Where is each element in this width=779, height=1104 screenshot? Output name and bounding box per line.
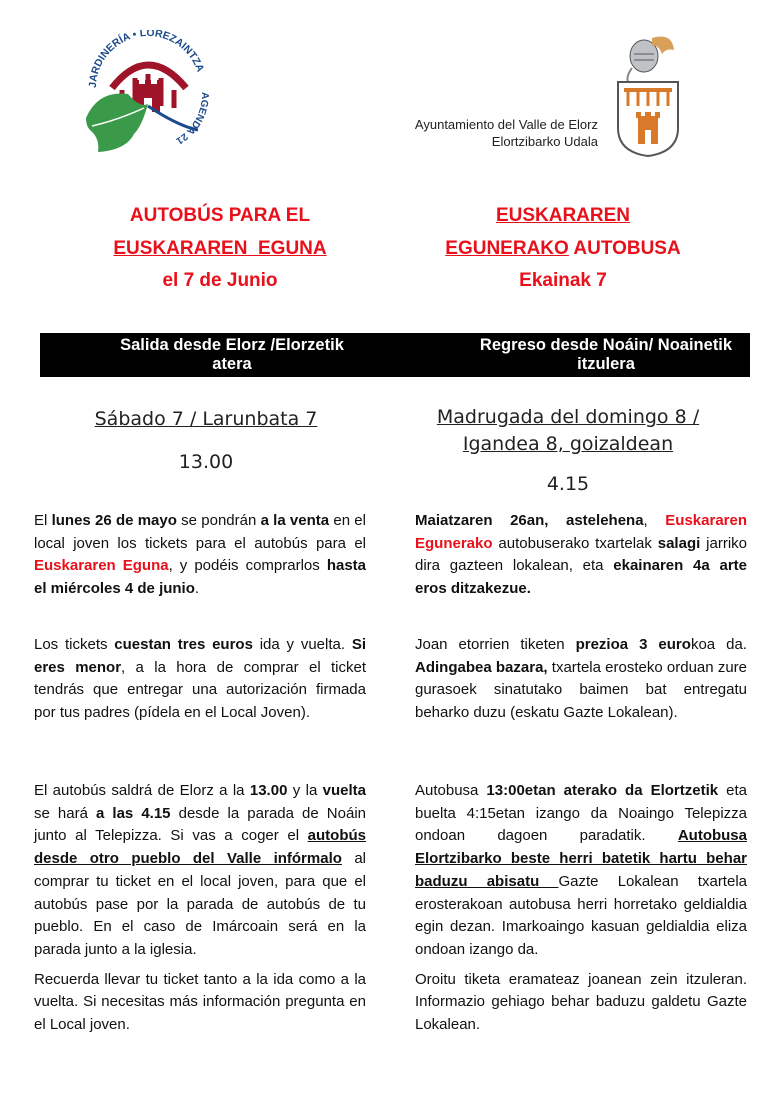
departure-schedule	[40, 406, 372, 475]
spanish-text-1	[34, 510, 366, 601]
text-run: koa da.	[690, 636, 747, 653]
text-run: .	[194, 580, 200, 598]
text-run: 13.00	[249, 782, 288, 799]
text-run: se hará	[34, 804, 96, 822]
text-run: , y podéis comprarlos	[168, 557, 327, 575]
basque-text-1	[415, 510, 747, 601]
logo-arc-text: JARDINERÍA • LOREZAINTZA	[86, 30, 207, 89]
title-spanish	[50, 200, 390, 298]
spanish-text-2	[34, 634, 366, 725]
eu-paragraph-sale	[415, 510, 747, 601]
departure-day: Sábado 7 / Larunbata 7	[94, 408, 318, 430]
text-run: Joan etorrien tiketen	[415, 636, 576, 653]
text-run: eta buelta 4:15etan izango da Noaingo Telepizza ondoan dagoen paradatik.	[415, 782, 747, 845]
return-schedule	[402, 404, 734, 498]
text-run: , a la hora de comprar el ticket tendrás que entregar una autorización firmada por tus padres (pídela en el Local Joven).	[34, 658, 366, 722]
text-run: autobús desde otro pueblo del Valle infórmalo	[34, 827, 366, 868]
es-paragraph-price	[34, 634, 366, 725]
text-run: ida y vuelta.	[252, 636, 352, 653]
banner-return-line2: itzulera	[577, 355, 635, 373]
coat-of-arms-logo	[612, 32, 684, 160]
text-run: Gazte Lokalean txartela erosterakoan autobusa herri horretako geldialdia egin dezan. Imarkoaingo kasuan geldialdia eliza ondoan izango da.	[415, 872, 747, 958]
text-run: y la	[287, 782, 323, 799]
banner-departure-line2: atera	[212, 355, 252, 373]
text-run: hasta el miércoles 4 de junio	[34, 557, 366, 598]
es-paragraph-route	[34, 780, 366, 962]
text-run: ,	[643, 512, 666, 529]
text-run: cuestan tres euros	[114, 636, 253, 653]
svg-text:AGENDA 21	[174, 92, 211, 146]
text-run: Euskararen Egunerako	[415, 512, 747, 552]
text-run: jarriko dira gazteen lokalean, eta	[415, 534, 747, 575]
basque-text-3	[415, 780, 747, 1037]
title-eu-line1: EUSKARAREN	[495, 205, 631, 226]
banner-return-line1: Regreso desde Noáin/ Noainetik	[479, 336, 733, 354]
eu-paragraph-price	[415, 634, 747, 725]
text-run: ekainaren 4a arte eros ditzakezue.	[415, 557, 747, 598]
es-paragraph-reminder: Recuerda llevar tu ticket tanto a la ida como a la vuelta. Si necesitas más información pregunta en el Local joven.	[34, 970, 366, 1034]
text-run: Si eres menor	[34, 636, 366, 676]
text-run: Maiatzaren 26an, astelehena	[415, 512, 644, 529]
es-paragraph-sale	[34, 510, 366, 601]
schedule-banner	[40, 333, 750, 377]
text-run: a las 4.15	[96, 804, 171, 822]
text-run: a la venta	[260, 512, 330, 529]
text-run: desde la parada de Noáin junto al Telepizza. Si vas a coger el	[34, 804, 366, 845]
text-run: prezioa 3 euro	[575, 636, 691, 653]
text-run: en el local joven los tickets para el autobús para el	[34, 512, 366, 552]
text-run: vuelta	[322, 782, 366, 799]
return-day-line1: Madrugada del domingo 8 /	[436, 406, 700, 428]
return-time: 4.15	[546, 473, 590, 495]
title-eu-line2a: EGUNERAKO	[445, 237, 569, 259]
title-eu-line3: Ekainak 7	[519, 270, 607, 291]
jardineria-logo	[78, 30, 218, 160]
departure-time: 13.00	[178, 451, 234, 473]
townhall-line-es: Ayuntamiento del Valle de Elorz	[414, 117, 598, 132]
text-run: se pondrán	[176, 512, 261, 529]
text-run: Autobusa	[415, 782, 487, 799]
townhall-line-eu: Elortzibarko Udala	[491, 134, 598, 149]
return-day-line2: Igandea 8, goizaldean	[462, 433, 674, 455]
title-eu-line2b: AUTOBUSA	[568, 237, 681, 259]
text-run: Autobusa Elortzibarko beste herri batetik hartu behar baduzu abisatu	[415, 827, 747, 890]
title-eu-line2	[393, 233, 733, 266]
banner-departure-line1: Salida desde Elorz /Elorzetik	[120, 336, 344, 354]
text-run: Adingabea bazara,	[415, 658, 548, 676]
eu-paragraph-route	[415, 780, 747, 962]
text-run: salagi	[657, 534, 701, 552]
eu-paragraph-reminder: Oroitu tiketa eramateaz joanean zein itzuleran. Informazio gehiago behar baduzu galdetu Gazte Lokalean.	[415, 970, 747, 1034]
title-basque	[393, 200, 733, 298]
text-run: Los tickets	[34, 636, 115, 653]
spanish-text-3	[34, 780, 366, 1037]
text-run: 13:00etan aterako da Elortzetik	[486, 782, 719, 799]
text-run: lunes 26 de mayo	[51, 512, 177, 529]
text-run: El	[34, 512, 52, 529]
basque-text-2	[415, 634, 747, 725]
title-es-line2: EUSKARAREN EGUNA	[113, 237, 327, 259]
banner-departure	[67, 336, 397, 374]
text-run: El autobús saldrá de Elorz a la	[34, 782, 250, 799]
text-run: Euskararen Eguna	[34, 557, 169, 575]
logo-side-text: AGENDA 21	[173, 91, 211, 147]
text-run: al comprar tu ticket en el local joven, para que el autobús pase por la parada de autobús de tu pueblo. En el caso de Imárcoain será en la parada junto a la iglesia.	[34, 850, 367, 958]
title-es-line3: el 7 de Junio	[162, 270, 278, 291]
townhall-name	[340, 116, 598, 150]
text-run: autobuserako txartelak	[492, 534, 658, 552]
banner-return	[441, 336, 771, 374]
title-es-line1: AUTOBÚS PARA EL	[129, 205, 311, 226]
text-run: txartela erosteko orduan zure gurasoek sinatutako baimen bat entregatu beharko duzu (eskatu Gazte Lokalean).	[415, 658, 747, 722]
